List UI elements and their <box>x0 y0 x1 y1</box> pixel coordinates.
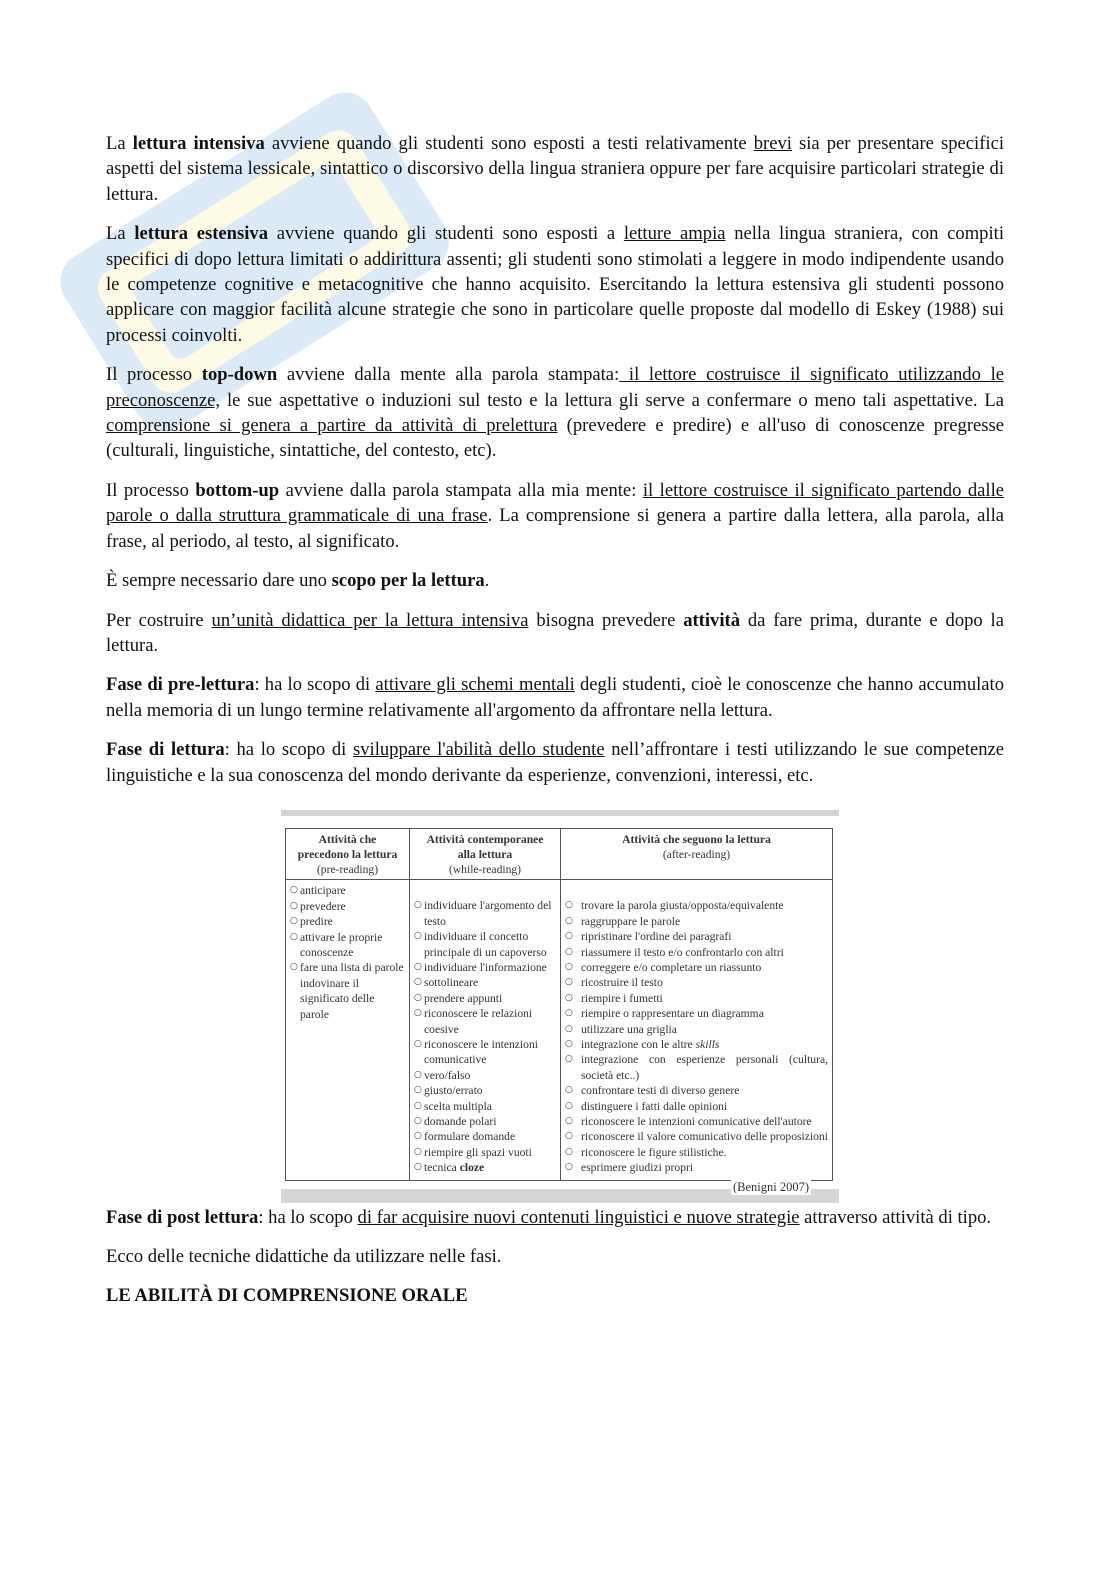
list-item: ○ fare una lista di parole indovinare il significato delle parole <box>290 960 405 1022</box>
paragraph-scopo: È sempre necessario dare uno scopo per la lettura. <box>106 570 490 592</box>
header-while-reading: Attività contemporanee alla lettura (while-reading) <box>410 828 561 879</box>
list-item: ○ individuare l'informazione <box>414 960 556 975</box>
list-item: ○ prendere appunti <box>414 991 556 1006</box>
list-item: ○ riconoscere le relazioni coesive <box>414 1006 556 1037</box>
list-item: ○ riassumere il testo e/o confrontarlo con altri <box>565 945 828 960</box>
list-item: ○ correggere e/o completare un riassunto <box>565 960 828 975</box>
list-item: ○ riconoscere le intenzioni comunicative dell'autore <box>565 1114 828 1129</box>
paragraph-unita-didattica: Per costruire un’unità didattica per la lettura intensiva bisogna prevedere attività da fare prima, durante e dopo la lettura. <box>106 609 1004 656</box>
list-item: ○ formulare domande <box>414 1129 556 1144</box>
paragraph-pre-lettura: Fase di pre-lettura: ha lo scopo di attivare gli schemi mentali degli studenti, cioè le conoscenze che hanno accumulato nella memoria di un lungo termine relativamente all'argomento da affrontare nella lettura. <box>106 674 1005 721</box>
header-pre-reading: Attività che precedono la lettura (pre-reading) <box>286 828 410 879</box>
list-item: ○ attivare le proprie conoscenze <box>290 930 405 961</box>
section-heading: LE ABILITÀ DI COMPRENSIONE ORALE <box>106 1285 468 1307</box>
list-item: ○ individuare il concetto principale di un capoverso <box>414 929 556 960</box>
list-item: ○ confrontare testi di diverso genere <box>565 1083 828 1098</box>
paragraph-top-down: Il processo top-down avviene dalla mente alla parola stampata: il lettore costruisce il significato utilizzando le preconoscenze, le sue aspettative o induzioni sul testo e la lettura gli serve a confermare o meno tali aspettative. La comprensione si genera a partire da attività di prelettura (prevedere e predire) e all'uso di conoscenze pregresse (culturali, linguistiche, sintattiche, del contesto, etc). <box>106 364 1004 462</box>
list-item: ○ esprimere giudizi propri <box>565 1160 828 1175</box>
list-item: ○ anticipare <box>290 883 405 898</box>
list-item: ○ riconoscere le figure stilistiche. <box>565 1145 828 1160</box>
paragraph-lettura: Fase di lettura: ha lo scopo di sviluppare l'abilità dello studente nell’affrontare i testi utilizzando le sue competenze linguistiche e la sua conoscenza del mondo derivante da esperienze, convenzioni, interessi, etc. <box>106 739 1005 786</box>
header-after-reading: Attività che seguono la lettura (after-reading) <box>561 828 833 879</box>
figure-top-bar <box>281 810 839 816</box>
paragraph-tecniche: Ecco delle tecniche didattiche da utilizzare nelle fasi. <box>106 1246 502 1268</box>
list-item: ○ sottolineare <box>414 975 556 990</box>
list-item: ○ ricostruire il testo <box>565 975 828 990</box>
list-item: ○ scelta multipla <box>414 1099 556 1114</box>
col-pre-reading <box>286 880 410 1180</box>
list-item: ○ domande polari <box>414 1114 556 1129</box>
list-item: ○ raggruppare le parole <box>565 914 828 929</box>
list-item: ○ prevedere <box>290 899 405 914</box>
paragraph-bottom-up: Il processo bottom-up avviene dalla parola stampata alla mia mente: il lettore costruisce il significato partendo dalle parole o dalla struttura grammaticale di una frase. La comprensione si genera a partire dalla lettera, alla parola, alla frase, al periodo, al testo, al significato. <box>106 479 1004 552</box>
paragraph-lettura-estensiva: La lettura estensiva avviene quando gli studenti sono esposti a letture ampia nella lingua straniera, con compiti specifici di dopo lettura limitati o addirittura assenti; gli studenti sono stimolati a leggere in modo indipendente usando le competenze cognitive e metacognitive che hanno acquisito. Esercitando la lettura estensiva gli studenti possono applicare con maggior facilità alcune strategie che sono in particolare quelle proposte dal modello di Eskey (1988) sui processi coinvolti. <box>106 223 1004 346</box>
table-body-row <box>286 880 833 1180</box>
figure-bottom-bar <box>281 1179 839 1203</box>
list-item: ○ ripristinare l'ordine dei paragrafi <box>565 929 828 944</box>
document-body <box>106 131 1004 1309</box>
list-item: ○ predire <box>290 914 405 929</box>
list-item: ○ individuare l'argomento del testo <box>414 898 556 929</box>
list-item: ○ utilizzare una griglia <box>565 1022 828 1037</box>
table-header-row <box>286 828 833 879</box>
list-item: ○ giusto/errato <box>414 1083 556 1098</box>
col-while-reading <box>410 880 561 1180</box>
paragraph-lettura-intensiva: La lettura intensiva avviene quando gli studenti sono esposti a testi relativamente brevi sia per presentare specifici aspetti del sistema lessicale, sintattico o discorsivo della lingua straniera oppure per fare acquisire particolari strategie di lettura. <box>106 133 1004 205</box>
list-item: ○ riempire gli spazi vuoti <box>414 1145 556 1160</box>
activities-table <box>285 828 833 1181</box>
list-item: ○ distinguere i fatti dalle opinioni <box>565 1099 828 1114</box>
list-item: ○ trovare la parola giusta/opposta/equivalente <box>565 898 828 913</box>
list-item: ○ integrazione con le altre skills <box>565 1037 828 1052</box>
col-after-reading <box>561 880 833 1180</box>
figure-caption: (Benigni 2007) <box>732 1179 809 1194</box>
list-item: ○ riconoscere il valore comunicativo delle proposizioni <box>565 1129 828 1144</box>
activities-figure <box>281 810 839 1203</box>
list-item: ○ tecnica cloze <box>414 1160 556 1175</box>
paragraph-post-lettura: Fase di post lettura: ha lo scopo di far acquisire nuovi contenuti linguistici e nuove strategie attraverso attività di tipo. <box>106 1206 992 1228</box>
list-item: ○ riempire o rappresentare un diagramma <box>565 1006 828 1021</box>
list-item: ○ riempire i fumetti <box>565 991 828 1006</box>
list-item: ○ riconoscere le intenzioni comunicative <box>414 1037 556 1068</box>
list-item: ○ integrazione con esperienze personali (cultura, società etc..) <box>565 1052 828 1083</box>
list-item: ○ vero/falso <box>414 1068 556 1083</box>
